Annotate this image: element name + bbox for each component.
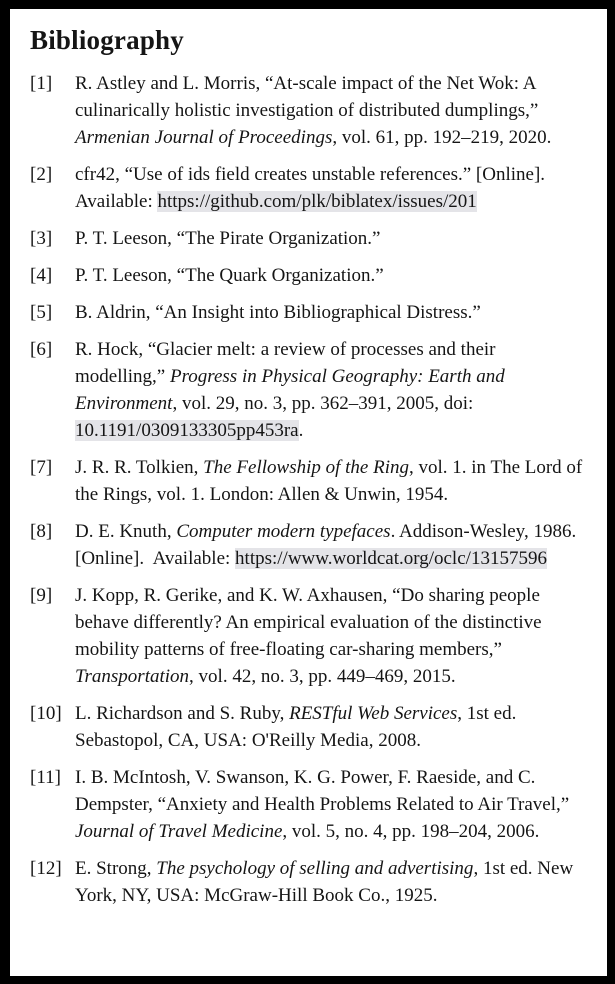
text-segment: cfr42, “Use of ids field creates unstable references.” [Online]. Available: [75, 164, 546, 213]
page-title: Bibliography [30, 25, 184, 55]
entry-number: [1] [30, 73, 53, 95]
bib-entry [30, 764, 587, 845]
bib-entry [30, 70, 587, 151]
entry-number: [7] [30, 457, 53, 479]
hyperlink[interactable]: 10.1191/0309133305pp453ra [75, 420, 299, 442]
hyperlink[interactable]: https://www.worldcat.org/oclc/ [235, 548, 471, 570]
entry-number: [8] [30, 521, 53, 543]
entry-text [75, 336, 587, 444]
entry-text [75, 225, 587, 252]
entry-number: [9] [30, 585, 53, 607]
entry-text [75, 70, 587, 151]
entry-text [75, 161, 587, 215]
entry-number: [5] [30, 302, 53, 324]
entry-text [75, 454, 587, 508]
hyperlink[interactable]: 13157596 [470, 548, 547, 570]
work-title: Armenian Journal of Proceedings [75, 127, 333, 149]
text-segment: J. R. R. Tolkien, [75, 457, 204, 479]
entry-text [75, 855, 587, 909]
entry-number: [4] [30, 265, 53, 287]
entry-number: [6] [30, 339, 53, 361]
entry-text [75, 764, 587, 845]
text-segment: , 1st ed. Sebastopol, CA, USA: O'Reilly Media, 2008. [75, 703, 517, 752]
work-title: RESTful Web Services [289, 703, 458, 725]
text-segment: , 1st ed. New York, NY, USA: McGraw-Hill Book Co., 1925. [75, 858, 574, 907]
entry-text [75, 518, 587, 572]
entry-text [75, 700, 587, 754]
bib-entry [30, 700, 587, 754]
text-segment: . Addison-Wesley, 1986. [Online]. Available: [75, 521, 577, 570]
entry-number: [10] [30, 703, 62, 725]
text-segment: P. T. Leeson, “The Pirate Organization.” [75, 228, 381, 250]
text-segment: R. Hock, “Glacier melt: a review of processes and their modelling,” [75, 339, 496, 388]
work-title: Journal of Travel Medicine [75, 821, 283, 843]
entry-number: [11] [30, 767, 61, 789]
work-title: Transportation [75, 666, 190, 688]
text-segment: E. Strong, [75, 858, 157, 880]
work-title: Progress in Physical Geography: Earth and Environment [75, 366, 505, 415]
bib-entry [30, 225, 587, 252]
entry-number: [2] [30, 164, 53, 186]
text-segment: . [298, 420, 304, 442]
hyperlink[interactable]: https://github.com/plk/biblatex/issues/201 [157, 191, 477, 213]
text-segment: R. Astley and L. Morris, “At-scale impact of the Net Wok: A culinarically holistic investigation of distributed dumplings,” [75, 73, 539, 122]
bib-entry [30, 161, 587, 215]
entry-number: [12] [30, 858, 62, 880]
entry-text [75, 262, 587, 289]
bib-entry [30, 855, 587, 909]
text-segment: , vol. 5, no. 4, pp. 198–204, 2006. [282, 821, 540, 843]
text-segment: P. T. Leeson, “The Quark Organization.” [75, 265, 384, 287]
text-segment: , vol. 61, pp. 192–219, 2020. [332, 127, 552, 149]
work-title: The Fellowship of the Ring [203, 457, 409, 479]
text-segment: , vol. 42, no. 3, pp. 449–469, 2015. [189, 666, 456, 688]
bib-entry [30, 336, 587, 444]
entry-number: [3] [30, 228, 53, 250]
text-segment: B. Aldrin, “An Insight into Bibliographical Distress.” [75, 302, 481, 324]
text-segment: I. B. McIntosh, V. Swanson, K. G. Power, F. Raeside, and C. Dempster, “Anxiety and Health Problems Related to Air Travel,” [75, 767, 570, 816]
work-title: Computer modern typefaces [176, 521, 391, 543]
bib-entry [30, 518, 587, 572]
text-segment: , vol. 1. in The Lord of the Rings, vol. 1. London: Allen & Unwin, 1954. [75, 457, 583, 506]
work-title: The psychology of selling and advertising [156, 858, 474, 880]
text-segment: D. E. Knuth, [75, 521, 177, 543]
text-segment: L. Richardson and S. Ruby, [75, 703, 290, 725]
bib-entry [30, 582, 587, 690]
bib-entry [30, 299, 587, 326]
text-segment: , vol. 29, no. 3, pp. 362–391, 2005, doi: [172, 393, 474, 415]
bib-entry [30, 454, 587, 508]
text-segment: J. Kopp, R. Gerike, and K. W. Axhausen, “Do sharing people behave differently? An empirical evaluation of the distinctive mobility patterns of free-floating car-sharing members,” [75, 585, 542, 661]
bib-entry [30, 262, 587, 289]
document-page [10, 9, 607, 976]
entry-text [75, 299, 587, 326]
bibliography-list [30, 70, 587, 909]
entry-text [75, 582, 587, 690]
